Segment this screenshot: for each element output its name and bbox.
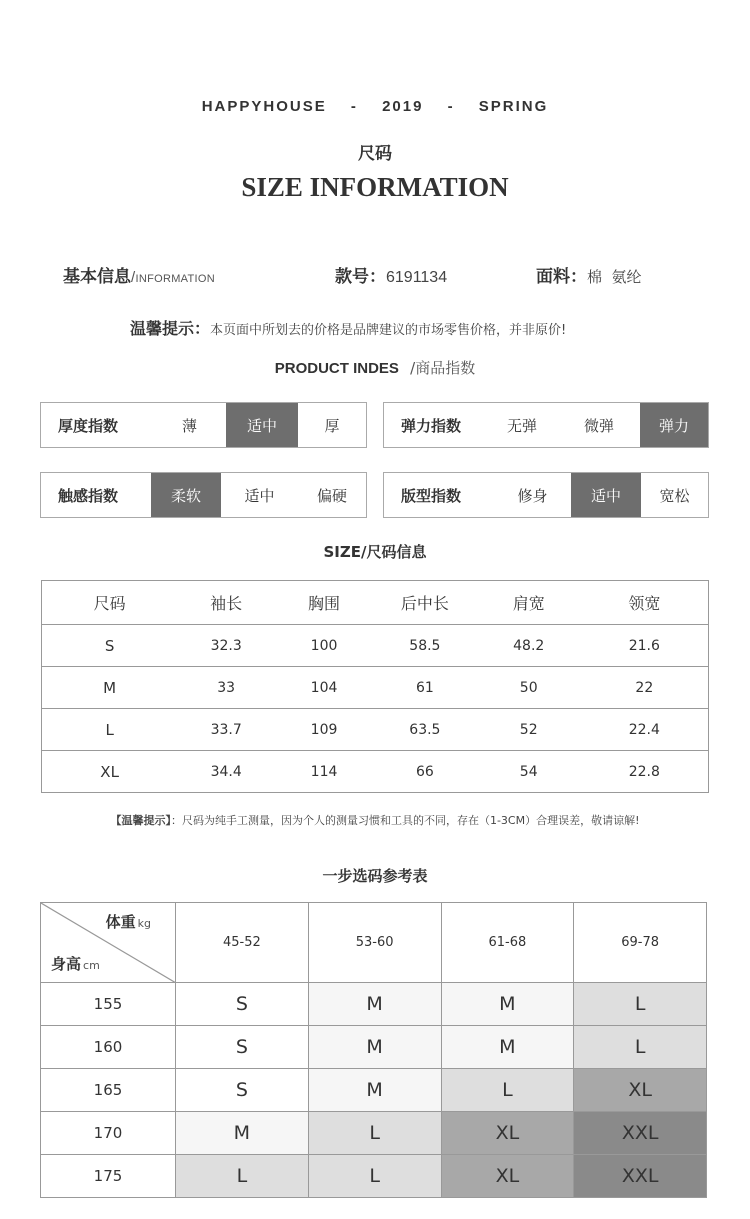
value-cell: 114 <box>275 751 373 793</box>
product-index-title-en: PRODUCT INDES <box>274 360 399 377</box>
size-cell: L <box>42 709 178 751</box>
height-cell: 160 <box>41 1026 176 1069</box>
touch-index <box>40 472 367 518</box>
thickness-option-thin: 薄 <box>181 416 197 435</box>
style-number-value: 6191134 <box>386 269 448 286</box>
elasticity-option-none: 无弹 <box>506 416 537 435</box>
reference-header-row <box>41 903 707 983</box>
reference-title: 一步选码参考表 <box>322 867 428 885</box>
fit-index <box>383 472 709 518</box>
table-row <box>42 709 709 751</box>
height-cell: 165 <box>41 1069 176 1112</box>
brand-season: SPRING <box>478 98 549 115</box>
fabric-label: 面料： <box>536 267 587 287</box>
value-cell: 33.7 <box>177 709 275 751</box>
size-rec-cell: M <box>308 1026 441 1069</box>
height-header <box>51 953 100 974</box>
size-table <box>41 580 709 793</box>
height-cell: 170 <box>41 1112 176 1155</box>
product-index-title-zh: /商品指数 <box>410 359 476 377</box>
value-cell: 33 <box>177 667 275 709</box>
value-cell: 34.4 <box>177 751 275 793</box>
touch-option-soft: 柔软 <box>151 473 221 517</box>
basic-info-sub: INFORMATION <box>135 273 215 285</box>
measurement-note-text: ：尺码为纯手工测量，因为个人的测量习惯和工具的不同，存在（1-3CM）合理误差，敬请谅解! <box>170 814 640 827</box>
size-rec-cell: S <box>176 983 309 1026</box>
basic-info-label: 基本信息 <box>63 267 131 287</box>
value-cell: 54 <box>477 751 581 793</box>
fit-option-loose: 宽松 <box>659 486 690 505</box>
size-rec-cell: M <box>441 1026 574 1069</box>
weight-range: 69-78 <box>574 903 707 983</box>
thickness-option-medium: 适中 <box>226 403 298 447</box>
size-rec-cell: L <box>176 1155 309 1198</box>
style-number <box>335 262 447 287</box>
reference-corner-cell <box>41 903 176 983</box>
value-cell: 50 <box>477 667 581 709</box>
elasticity-option-stretch: 弹力 <box>640 403 708 447</box>
size-rec-cell: M <box>308 983 441 1026</box>
size-cell: M <box>42 667 178 709</box>
size-rec-cell: M <box>176 1112 309 1155</box>
table-row <box>41 1026 707 1069</box>
size-rec-cell: XXL <box>574 1155 707 1198</box>
weight-range: 45-52 <box>176 903 309 983</box>
size-rec-cell: L <box>308 1155 441 1198</box>
height-label: 身高 <box>51 955 82 973</box>
header-shoulder: 肩宽 <box>512 594 545 613</box>
fit-option-regular: 适中 <box>571 473 641 517</box>
value-cell: 52 <box>477 709 581 751</box>
brand-line <box>0 98 750 115</box>
weight-label: 体重 <box>105 913 136 931</box>
touch-index-label: 触感指数 <box>58 486 119 505</box>
height-cell: 155 <box>41 983 176 1026</box>
page-title-zh: 尺码 <box>358 144 392 164</box>
table-row <box>41 1112 707 1155</box>
fabric-value: 棉 氨纶 <box>587 268 642 286</box>
table-row <box>42 751 709 793</box>
table-row <box>42 625 709 667</box>
size-rec-cell: M <box>441 983 574 1026</box>
value-cell: 32.3 <box>177 625 275 667</box>
fit-option-slim: 修身 <box>517 486 548 505</box>
size-rec-cell: L <box>308 1112 441 1155</box>
header-collar: 领宽 <box>628 594 661 613</box>
size-rec-cell: XL <box>441 1112 574 1155</box>
value-cell: 109 <box>275 709 373 751</box>
size-cell: S <box>42 625 178 667</box>
size-rec-cell: L <box>441 1069 574 1112</box>
header-chest: 胸围 <box>308 594 341 613</box>
size-table-header <box>42 581 709 625</box>
elasticity-option-slight: 微弹 <box>583 416 614 435</box>
size-rec-cell: S <box>176 1026 309 1069</box>
brand-separator: - <box>350 98 358 115</box>
product-index-title <box>0 357 750 378</box>
header-sleeve: 袖长 <box>210 594 243 613</box>
size-reference-table <box>40 902 707 1198</box>
measurement-note <box>0 812 750 828</box>
height-unit: cm <box>83 959 100 972</box>
value-cell: 66 <box>373 751 477 793</box>
style-number-label: 款号： <box>335 267 386 287</box>
value-cell: 48.2 <box>477 625 581 667</box>
touch-option-medium: 适中 <box>244 486 275 505</box>
value-cell: 104 <box>275 667 373 709</box>
size-rec-cell: XXL <box>574 1112 707 1155</box>
basic-info-heading <box>63 262 215 287</box>
value-cell: 22.4 <box>581 709 709 751</box>
price-tip-text: 本页面中所划去的价格是品牌建议的市场零售价格，并非原价! <box>210 323 567 338</box>
value-cell: 22 <box>581 667 709 709</box>
elasticity-index-label: 弹力指数 <box>401 416 462 435</box>
price-tip <box>130 316 566 339</box>
value-cell: 22.8 <box>581 751 709 793</box>
weight-range: 53-60 <box>308 903 441 983</box>
value-cell: 58.5 <box>373 625 477 667</box>
size-cell: XL <box>42 751 178 793</box>
brand-name: HAPPYHOUSE <box>201 98 327 115</box>
header-size: 尺码 <box>93 594 126 613</box>
value-cell: 63.5 <box>373 709 477 751</box>
fit-index-label: 版型指数 <box>401 486 462 505</box>
touch-option-hard: 偏硬 <box>316 486 347 505</box>
height-cell: 175 <box>41 1155 176 1198</box>
weight-range: 61-68 <box>441 903 574 983</box>
value-cell: 61 <box>373 667 477 709</box>
table-row <box>41 983 707 1026</box>
value-cell: 21.6 <box>581 625 709 667</box>
size-rec-cell: L <box>574 983 707 1026</box>
measurement-note-label: 【温馨提示】 <box>110 814 171 827</box>
elasticity-index <box>383 402 709 448</box>
value-cell: 100 <box>275 625 373 667</box>
thickness-option-thick: 厚 <box>324 416 340 435</box>
page-title: SIZE INFORMATION <box>241 172 509 202</box>
weight-header <box>106 911 151 932</box>
weight-unit: kg <box>137 917 151 930</box>
price-tip-label: 温馨提示： <box>130 319 211 338</box>
table-row <box>41 1155 707 1198</box>
thickness-index <box>40 402 367 448</box>
size-rec-cell: M <box>308 1069 441 1112</box>
header-length: 后中长 <box>400 594 449 613</box>
size-rec-cell: XL <box>574 1069 707 1112</box>
thickness-index-label: 厚度指数 <box>58 416 119 435</box>
basic-info-slash: / <box>131 269 136 286</box>
size-rec-cell: L <box>574 1026 707 1069</box>
fabric-info <box>536 262 642 287</box>
brand-year: 2019 <box>382 98 424 115</box>
size-rec-cell: S <box>176 1069 309 1112</box>
brand-separator: - <box>447 98 455 115</box>
size-rec-cell: XL <box>441 1155 574 1198</box>
table-row <box>42 667 709 709</box>
table-row <box>41 1069 707 1112</box>
size-section-title: SIZE/尺码信息 <box>323 543 427 561</box>
